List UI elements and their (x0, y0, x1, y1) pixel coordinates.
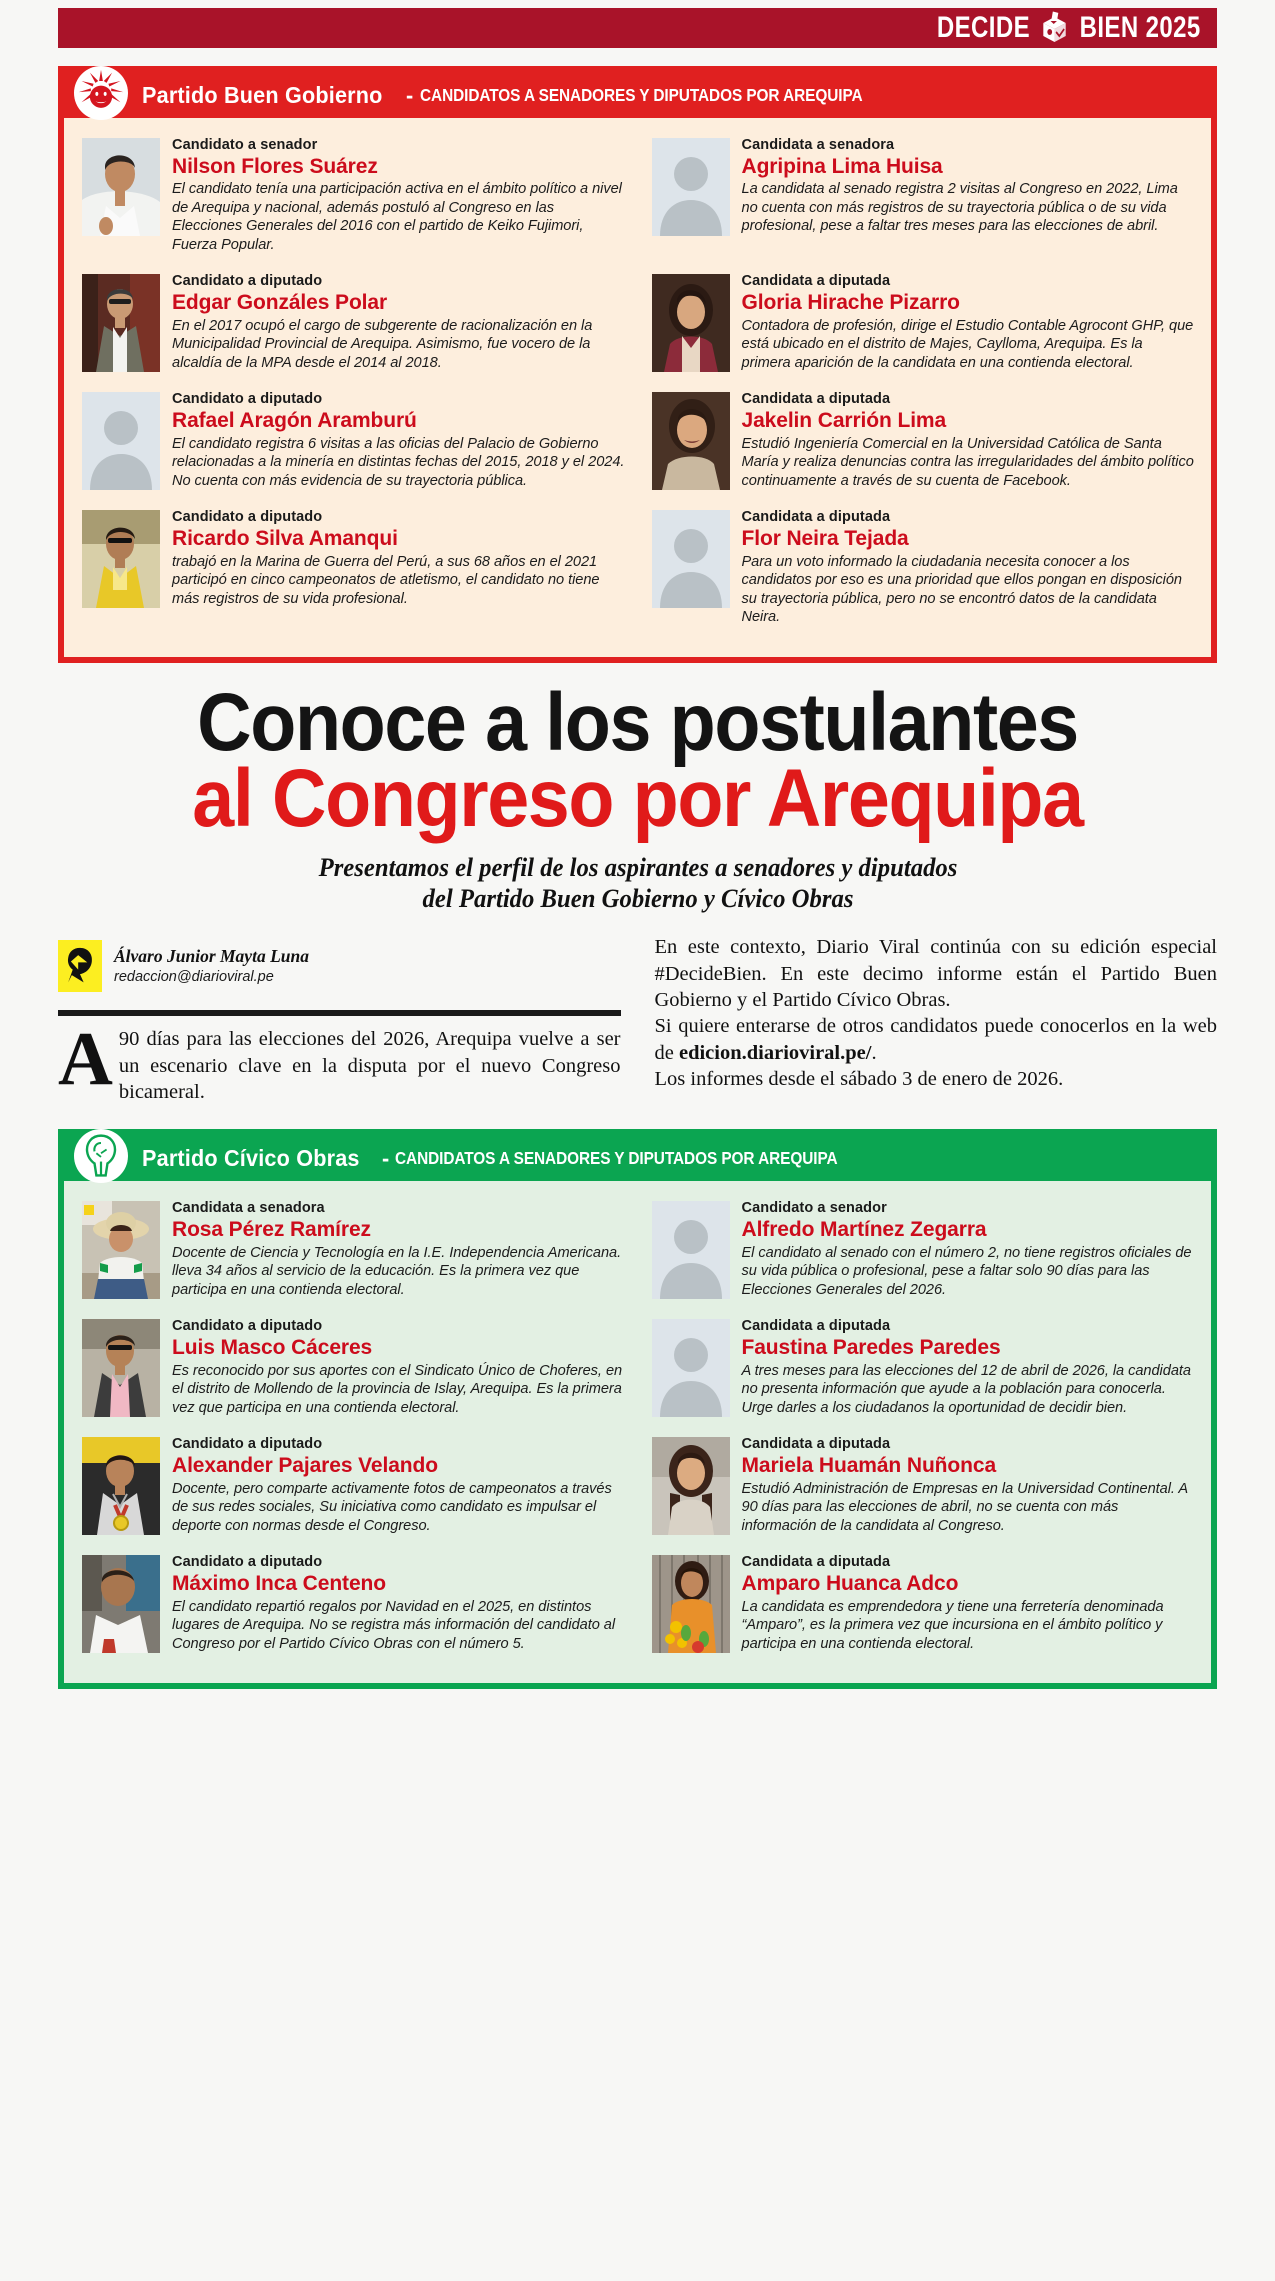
article-paragraph-2 (655, 1013, 1218, 1066)
candidate-body (742, 510, 1196, 626)
headline-line-2: al Congreso por Arequipa (192, 752, 1083, 844)
party-separator: - (381, 1144, 389, 1171)
candidate-bio: Docente, pero comparte activamente fotos de campeonatos a través de sus redes sociales, Su iniciativa como candidato es impulsar el deporte con normas desde el Congreso. (172, 1480, 612, 1534)
article-block (58, 934, 1217, 1105)
deck-line-2: del Partido Buen Gobierno y Cívico Obras (422, 883, 853, 913)
candidate-role: Candidata a diputada (741, 1318, 891, 1335)
paragraph-2-before: Si quiere enterarse de otros candidatos puede conocerlos en la web de (654, 1015, 1217, 1064)
candidate-card (82, 1431, 626, 1549)
candidate-bio: trabajó en la Marina de Guerra del Perú, a sus 68 años en el 2021 participó en cinco campeonatos de atletismo, el candidato no tiene más registros de su vida profesional. (172, 553, 600, 607)
candidate-photo (82, 1319, 160, 1417)
candidate-role: Candidato a diputado (172, 273, 323, 290)
avatar-placeholder-icon (652, 1319, 730, 1417)
candidate-photo (82, 510, 160, 608)
candidate-role: Candidato a diputado (172, 509, 323, 526)
candidate-body (742, 1319, 1196, 1417)
party-subtitle: CANDIDATOS A SENADORES Y DIPUTADOS POR AREQUIPA (395, 1147, 838, 1168)
article-column-left (58, 934, 621, 1105)
candidate-name: Flor Neira Tejada (741, 527, 909, 551)
deck-line-1: Presentamos el perfil de los aspirantes a senadores y diputados (318, 853, 957, 883)
candidate-card (652, 268, 1196, 386)
candidate-role: Candidata a diputada (741, 1554, 891, 1571)
candidate-photo (652, 1437, 730, 1535)
candidate-role: Candidata a senadora (172, 1200, 325, 1217)
candidate-body (172, 274, 626, 372)
candidate-body (172, 1201, 626, 1299)
candidate-role: Candidata a diputada (741, 509, 891, 526)
candidate-name: Faustina Paredes Paredes (741, 1336, 1001, 1360)
candidate-photo (652, 1555, 730, 1653)
candidate-bio: Contadora de profesión, dirige el Estudio Contable Agrocont GHP, que está ubicado en el distrito de Majes, Caylloma, Arequipa. Es la primera aparición de la candidata en una contienda electoral. (741, 317, 1194, 371)
candidate-photo (82, 1437, 160, 1535)
candidate-bio: El candidato tenía una participación activa en el ámbito político a nivel de Arequipa y nacional, además postuló al Congreso en las Elecciones Generales del 2016 con el partido de Keiko Fujimori, Fuerza Popular. (172, 181, 622, 253)
candidate-bio: A tres meses para las elecciones del 12 de abril de 2026, la candidata no presenta información que ayude a la población para conocerla. Urge darles a los ciudadanos la oportunidad de decidir bien. (741, 1362, 1191, 1416)
page-title (104, 676, 1170, 844)
candidate-body (742, 1201, 1196, 1299)
candidate-body (172, 1555, 626, 1653)
candidate-body (742, 1437, 1196, 1535)
candidate-name: Jakelin Carrión Lima (741, 409, 947, 433)
candidate-card (652, 1313, 1196, 1431)
candidate-name: Nilson Flores Suárez (172, 154, 378, 178)
candidate-body (742, 392, 1196, 490)
candidate-card (652, 504, 1196, 640)
party-section-civico-obras (58, 1129, 1217, 1689)
candidate-photo (652, 392, 730, 490)
candidate-bio: Para un voto informado la ciudadania necesita conocer a los candidatos por eso es una prioridad que ellos pongan en disposición su trayectoria pública, pero no se encontró datos de la candidata Neira. (741, 553, 1182, 626)
candidate-photo (82, 1555, 160, 1653)
paragraph-2-after: . (871, 1041, 877, 1064)
candidate-role: Candidato a senador (172, 137, 318, 153)
candidate-photo (82, 274, 160, 372)
article-column-right (655, 934, 1218, 1105)
candidate-bio: Estudió Administración de Empresas en la Universidad Continental. A 90 días para las elecciones de abril, no se cuenta con más información de la candidata al Congreso. (741, 1480, 1188, 1534)
avatar-placeholder-icon (652, 510, 730, 608)
candidate-role: Candidato a diputado (172, 1554, 323, 1571)
candidate-card (652, 1431, 1196, 1549)
candidate-bio: El candidato al senado con el número 2, no tiene registros oficiales de su vida pública o profesional, pese a faltar solo 90 días para las Elecciones Generales del 2026. (741, 1244, 1192, 1298)
candidate-card (82, 132, 626, 268)
candidate-name: Agripina Lima Huisa (741, 154, 943, 178)
candidate-role: Candidato a diputado (172, 391, 323, 408)
candidate-name: Luis Masco Cáceres (172, 1336, 373, 1360)
candidate-name: Rafael Aragón Aramburú (172, 409, 417, 433)
tree-icon (74, 1129, 128, 1183)
candidate-card (82, 386, 626, 504)
candidate-body (742, 274, 1196, 372)
candidate-grid (64, 1181, 1211, 1683)
candidate-body (172, 392, 626, 490)
candidate-name: Gloria Hirache Pizarro (741, 291, 960, 315)
candidate-bio: La candidata al senado registra 2 visitas al Congreso en 2022, Lima no cuenta con más registros de su trayectoria pública o de su vida profesional, pese a faltar tres meses para las elecciones de abril. (741, 181, 1178, 235)
candidate-bio: Es reconocido por sus aportes con el Sindicato Único de Choferes, en el distrito de Mollendo de la provincia de Islay, Arequipa. Es la primera vez que participa en una contienda electoral. (172, 1362, 623, 1416)
candidate-body (172, 1319, 626, 1417)
headline-block (58, 676, 1217, 915)
candidate-body (172, 1437, 626, 1535)
candidate-role: Candidata a diputada (741, 1436, 891, 1453)
headline-deck (224, 853, 1051, 914)
candidate-card (652, 1195, 1196, 1313)
candidate-photo (82, 138, 160, 236)
byline-text (114, 940, 309, 986)
party-separator: - (405, 81, 414, 108)
candidate-body (742, 138, 1196, 254)
candidate-card (82, 504, 626, 640)
lead-rule-divider (58, 1010, 621, 1016)
candidate-grid (64, 118, 1211, 657)
candidate-body (742, 1555, 1196, 1653)
party-name: Partido Cívico Obras (142, 1144, 360, 1171)
candidate-bio: Estudió Ingeniería Comercial en la Universidad Católica de Santa María y realiza denuncias contra las irregularidades del ámbito político continuamente a través de su cuenta de Facebook. (741, 435, 1194, 489)
candidate-name: Rosa Pérez Ramírez (172, 1218, 371, 1242)
author-name: Álvaro Junior Mayta Luna (114, 946, 309, 967)
candidate-body (172, 510, 626, 626)
candidate-card (652, 132, 1196, 268)
party-subtitle: CANDIDATOS A SENADORES Y DIPUTADOS POR AREQUIPA (419, 84, 863, 105)
headline-line-1: Conoce a los postulantes (197, 676, 1078, 768)
candidate-role: Candidata a diputada (741, 391, 891, 408)
article-lead-paragraph: A90 días para las elecciones del 2026, Arequipa vuelve a ser un escenario clave en la disputa por el nuevo Congreso bicameral. (58, 1017, 621, 1104)
byline (58, 934, 621, 992)
candidate-card (652, 386, 1196, 504)
candidate-role: Candidato a diputado (172, 1436, 323, 1453)
candidate-name: Alexander Pajares Velando (172, 1454, 438, 1478)
candidate-bio: Docente de Ciencia y Tecnología en la I.E. Independencia Americana. lleva 34 años al servicio de la educación. Es la primera vez que participa en una contienda electoral. (172, 1244, 622, 1298)
candidate-bio: El candidato registra 6 visitas a las oficias del Palacio de Gobierno relacionadas a la minería en distintas fechas del 2015, 2018 y el 2024. No cuenta con más evidencia de su trayectoria pública. (172, 435, 625, 489)
candidate-name: Edgar Gonzáles Polar (172, 291, 388, 315)
avatar-placeholder-icon (82, 392, 160, 490)
candidate-bio: El candidato repartió regalos por Navidad en el 2025, en distintos lugares de Arequipa. No se registra más información del candidato al Congreso por el Partido Cívico Obras con el número 5. (172, 1598, 616, 1652)
diario-viral-logo-icon (58, 940, 102, 992)
party-band (64, 72, 1211, 118)
candidate-card (82, 268, 626, 386)
masthead-title (937, 11, 1201, 45)
masthead-word-right: BIEN 2025 (1080, 11, 1201, 44)
candidate-bio: La candidata es emprendedora y tiene una ferretería denominada “Amparo”, es la primera vez que incursiona en el ámbito político y participa en una contienda electoral. (741, 1598, 1164, 1652)
author-email: redaccion@diarioviral.pe (114, 969, 274, 986)
candidate-name: Mariela Huamán Nuñonca (741, 1454, 997, 1478)
candidate-name: Ricardo Silva Amanqui (172, 527, 398, 551)
candidate-role: Candidata a diputada (741, 273, 891, 290)
candidate-name: Alfredo Martínez Zegarra (741, 1218, 987, 1242)
party-section-buen-gobierno (58, 66, 1217, 663)
web-address-link[interactable]: edicion.diarioviral.pe/ (678, 1041, 872, 1064)
candidate-body (172, 138, 626, 254)
candidate-card (82, 1313, 626, 1431)
newspaper-page (0, 8, 1275, 2281)
masthead-word-left: DECIDE (937, 11, 1031, 44)
masthead-bar (58, 8, 1217, 48)
candidate-card (82, 1195, 626, 1313)
candidate-card (82, 1549, 626, 1667)
sun-face-icon (74, 66, 128, 120)
party-name: Partido Buen Gobierno (142, 81, 383, 108)
candidate-role: Candidata a senadora (741, 137, 895, 153)
ballot-box-icon (1042, 11, 1069, 45)
candidate-name: Amparo Huanca Adco (741, 1572, 959, 1596)
candidate-bio: En el 2017 ocupó el cargo de subgerente de racionalización en la Municipalidad Provincial de Arequipa. Asimismo, fue vocero de la alcaldía de la MPA desde el 2014 al 2018. (172, 317, 593, 371)
candidate-role: Candidato a senador (741, 1200, 887, 1217)
candidate-role: Candidato a diputado (172, 1318, 323, 1335)
candidate-name: Máximo Inca Centeno (172, 1572, 386, 1596)
avatar-placeholder-icon (652, 1201, 730, 1299)
article-paragraph-1: En este contexto, Diario Viral continúa con su edición especial #DecideBien. En este decimo informe están el Partido Buen Gobierno y el Partido Cívico Obras. (654, 936, 1217, 1012)
article-paragraph-3: Los informes desde el sábado 3 de enero de 2026. (654, 1068, 1064, 1091)
avatar-placeholder-icon (652, 138, 730, 236)
candidate-photo (82, 1201, 160, 1299)
candidate-photo (652, 274, 730, 372)
candidate-card (652, 1549, 1196, 1667)
party-band (64, 1135, 1211, 1181)
